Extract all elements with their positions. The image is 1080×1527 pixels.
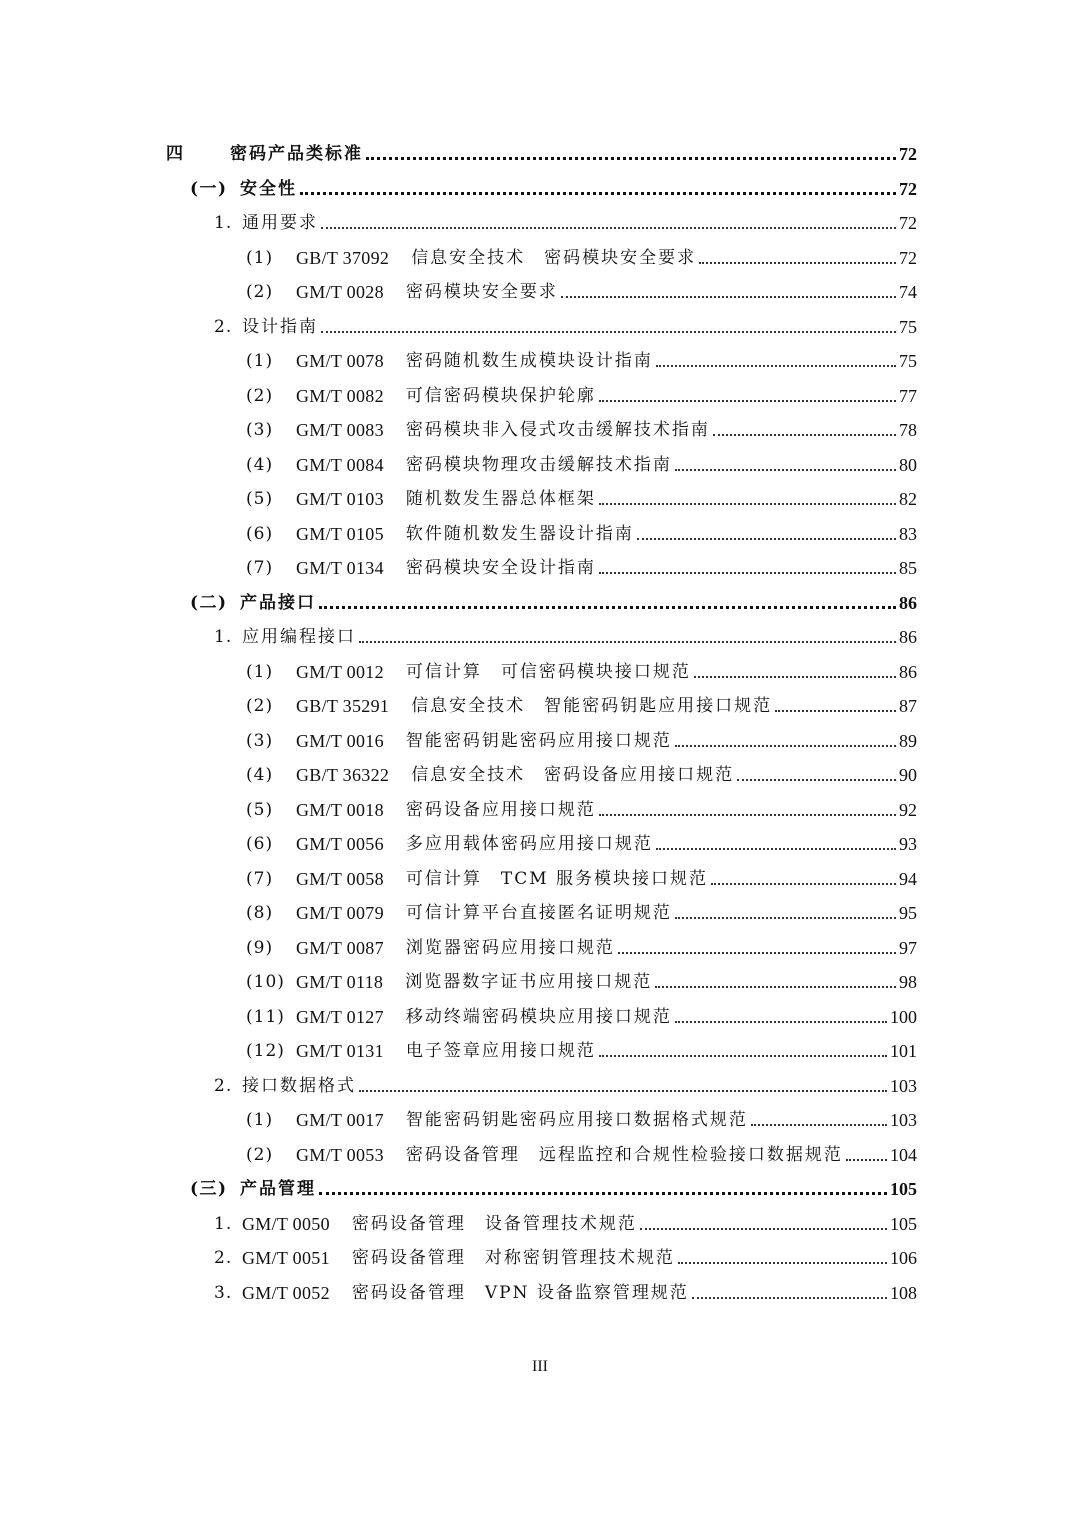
toc-entry-number: (3) [246, 420, 274, 440]
toc-entry-standard-code: GM/T 0134 [296, 558, 384, 578]
toc-entry[interactable] [246, 891, 917, 923]
dot-leader [637, 538, 896, 540]
toc-entry-standard-code: GM/T 0103 [296, 489, 384, 509]
dot-leader [846, 1159, 887, 1161]
toc-entry-title: 密码设备管理 设备管理技术规范 [351, 1213, 637, 1234]
toc-entry-number: (三) [190, 1179, 228, 1199]
toc-entry[interactable] [246, 546, 917, 578]
toc-entry-standard-code: GM/T 0012 [296, 661, 384, 682]
dot-leader [300, 192, 896, 195]
toc-entry-page: 86 [899, 661, 917, 682]
toc-entry[interactable] [246, 512, 917, 544]
toc-entry-standard-code: GM/T 0018 [296, 799, 384, 820]
dot-leader [321, 331, 896, 333]
toc-entry-number: 1. [214, 1213, 233, 1234]
toc-entry-page: 78 [899, 420, 917, 440]
toc-entry-standard-code: GB/T 37092 [296, 247, 390, 268]
toc-entry-standard-code: GM/T 0078 [296, 351, 384, 371]
toc-entry-number: (7) [246, 558, 274, 578]
toc-entry-page: 105 [890, 1213, 917, 1234]
dot-leader [319, 1192, 887, 1195]
toc-entry[interactable] [246, 443, 917, 475]
toc-entry-title: 密码设备应用接口规范 [405, 799, 596, 820]
toc-entry-title: 浏览器数字证书应用接口规范 [405, 972, 653, 992]
dot-leader [321, 227, 896, 229]
toc-entry-standard-code: GM/T 0127 [296, 1006, 384, 1027]
toc-entry-standard-code: GB/T 36322 [296, 765, 390, 785]
toc-entry-title: 随机数发生器总体框架 [405, 489, 596, 509]
toc-entry-title: 可信密码模块保护轮廓 [405, 385, 596, 406]
toc-entry-page: 94 [899, 868, 917, 889]
toc-entry-page: 72 [899, 247, 917, 268]
toc-entry-page: 108 [890, 1282, 917, 1303]
toc-entry-number: (6) [246, 834, 274, 854]
toc-entry-number: (1) [246, 351, 274, 371]
dot-leader [675, 469, 896, 471]
toc-entry[interactable] [246, 339, 917, 371]
dot-leader [675, 745, 896, 747]
toc-entry-title: 移动终端密码模块应用接口规范 [405, 1006, 672, 1027]
toc-entry-title: 可信计算 TCM 服务模块接口规范 [405, 868, 709, 889]
toc-entry-number: 2. [214, 316, 233, 337]
toc-entry[interactable] [246, 995, 917, 1027]
toc-entry-page: 103 [890, 1075, 917, 1096]
toc-entry-page: 95 [899, 903, 917, 923]
toc-entry-page: 101 [890, 1041, 917, 1061]
toc-entry-number: 2. [214, 1248, 233, 1268]
toc-entry-page: 72 [899, 213, 917, 233]
toc-entry-number: (4) [246, 454, 274, 475]
toc-entry-title: 可信计算平台直接匿名证明规范 [405, 903, 672, 923]
toc-entry-page: 87 [899, 696, 917, 716]
toc-entry[interactable] [214, 305, 917, 337]
toc-entry-number: (一) [190, 178, 228, 199]
toc-entry-number: (3) [246, 730, 274, 751]
toc-entry-page: 100 [890, 1006, 917, 1027]
toc-entry-number: (1) [246, 247, 274, 268]
toc-entry[interactable] [246, 822, 917, 854]
dot-leader [737, 779, 896, 781]
toc-entry[interactable] [190, 581, 917, 613]
toc-entry-number: (11) [246, 1006, 285, 1027]
dot-leader [699, 262, 896, 264]
toc-entry-title: 设计指南 [242, 316, 318, 337]
dot-leader [618, 952, 896, 954]
toc-entry-number: (2) [246, 282, 274, 302]
toc-entry-title: 信息安全技术 密码设备应用接口规范 [411, 765, 735, 785]
toc-entry-number: 1. [214, 627, 233, 647]
toc-entry-page: 97 [899, 937, 917, 958]
toc-entry-page: 103 [890, 1110, 917, 1130]
toc-entry-title: 安全性 [240, 178, 297, 199]
toc-entry-title: 密码产品类标准 [230, 144, 363, 164]
toc-entry-page: 74 [899, 282, 917, 302]
toc-entry-number: (1) [246, 661, 274, 682]
toc-entry-number: (12) [246, 1041, 285, 1061]
toc-entry-title: 可信计算 可信密码模块接口规范 [405, 661, 691, 682]
toc-entry-standard-code: GM/T 0131 [296, 1041, 384, 1061]
toc-entry[interactable] [214, 1064, 917, 1096]
toc-entry-standard-code: GM/T 0083 [296, 420, 384, 440]
toc-entry-page: 72 [899, 144, 917, 164]
page-number: III [532, 1358, 548, 1375]
dot-leader [640, 1228, 887, 1230]
dot-leader [599, 814, 896, 816]
dot-leader [711, 883, 896, 885]
toc-entry-title: 信息安全技术 密码模块安全要求 [411, 247, 697, 268]
toc-entry-title: 智能密码钥匙密码应用接口规范 [405, 730, 672, 751]
toc-entry-title: 接口数据格式 [242, 1075, 356, 1096]
toc-entry-title: 密码模块安全要求 [405, 282, 558, 302]
toc-entry-number: (10) [246, 972, 285, 992]
toc-entry-standard-code: GM/T 0058 [296, 868, 384, 889]
toc-entry-title: 密码随机数生成模块设计指南 [405, 351, 653, 371]
dot-leader [561, 296, 896, 298]
toc-entry[interactable] [166, 132, 917, 164]
toc-entry-title: 智能密码钥匙密码应用接口数据格式规范 [405, 1110, 748, 1130]
dot-leader [775, 710, 896, 712]
toc-entry-standard-code: GM/T 0017 [296, 1110, 384, 1130]
toc-entry-title: 密码模块非入侵式攻击缓解技术指南 [405, 420, 710, 440]
toc-entry-page: 75 [899, 351, 917, 371]
toc-entry-standard-code: GM/T 0087 [296, 937, 384, 958]
dot-leader [366, 157, 896, 160]
dot-leader [692, 1297, 887, 1299]
toc-entry-standard-code: GM/T 0016 [296, 730, 384, 751]
toc-entry-title: 密码模块安全设计指南 [405, 558, 596, 578]
toc-entry-number: (4) [246, 765, 274, 785]
toc-entry-number: (5) [246, 799, 274, 820]
toc-entry-title: 电子签章应用接口规范 [405, 1041, 596, 1061]
toc-entry-standard-code: GM/T 0051 [242, 1248, 330, 1268]
toc-entry-number: (2) [246, 1144, 274, 1165]
toc-entry[interactable] [246, 1029, 917, 1061]
dot-leader [599, 503, 896, 505]
toc-entry[interactable] [214, 1271, 917, 1303]
toc-entry-number: 2. [214, 1075, 233, 1096]
toc-entry[interactable] [246, 408, 917, 440]
toc-entry[interactable] [246, 719, 917, 751]
toc-entry-standard-code: GM/T 0050 [242, 1213, 330, 1234]
toc-entry[interactable] [246, 477, 917, 509]
toc-entry-standard-code: GM/T 0056 [296, 834, 384, 854]
toc-entry-number: (1) [246, 1110, 274, 1130]
toc-entry-standard-code: GM/T 0084 [296, 454, 384, 475]
toc-entry[interactable] [214, 1202, 917, 1234]
toc-entry-page: 86 [899, 592, 917, 613]
toc-entry-standard-code: GB/T 35291 [296, 696, 390, 716]
toc-entry-title: 通用要求 [242, 213, 318, 233]
toc-entry-number: (二) [190, 592, 228, 613]
toc-entry[interactable] [246, 270, 917, 302]
toc-entry-page: 105 [890, 1179, 917, 1199]
toc-entry-page: 90 [899, 765, 917, 785]
toc-entry-number: 四 [166, 144, 185, 164]
toc-entry-title: 密码设备管理 远程监控和合规性检验接口数据规范 [405, 1144, 843, 1165]
dot-leader [655, 986, 896, 988]
toc-entry[interactable] [246, 650, 917, 682]
toc-entry-standard-code: GM/T 0053 [296, 1144, 384, 1165]
toc-entry-page: 83 [899, 523, 917, 544]
toc-entry-page: 89 [899, 730, 917, 751]
toc-entry-page: 86 [899, 627, 917, 647]
toc-entry[interactable] [246, 960, 917, 992]
dot-leader [656, 365, 896, 367]
toc-entry-number: (7) [246, 868, 274, 889]
toc-entry[interactable] [214, 1236, 917, 1268]
dot-leader [656, 848, 896, 850]
toc-entry[interactable] [214, 201, 917, 233]
toc-entry-number: 1. [214, 213, 233, 233]
toc-entry[interactable] [246, 1133, 917, 1165]
toc-entry-page: 82 [899, 489, 917, 509]
toc-entry-page: 104 [890, 1144, 917, 1165]
toc-entry-page: 93 [899, 834, 917, 854]
toc-entry[interactable] [246, 788, 917, 820]
toc-entry[interactable] [190, 1167, 917, 1199]
toc-entry-page: 75 [899, 316, 917, 337]
toc-entry-standard-code: GM/T 0052 [242, 1282, 330, 1303]
toc-entry-title: 密码设备管理 VPN 设备监察管理规范 [351, 1282, 689, 1303]
toc-entry-title: 浏览器密码应用接口规范 [405, 937, 615, 958]
toc-entry[interactable] [246, 926, 917, 958]
toc-entry-title: 产品接口 [240, 592, 316, 613]
toc-entry-number: 3. [214, 1282, 233, 1303]
dot-leader [675, 1021, 887, 1023]
toc-entry-page: 77 [899, 385, 917, 406]
toc-entry-number: (8) [246, 903, 274, 923]
toc-entry-standard-code: GM/T 0079 [296, 903, 384, 923]
toc-entry[interactable] [214, 615, 917, 647]
toc-entry-page: 98 [899, 972, 917, 992]
dot-leader [599, 1055, 887, 1057]
dot-leader [319, 606, 896, 609]
dot-leader [359, 641, 896, 643]
dot-leader [599, 400, 896, 402]
dot-leader [675, 917, 896, 919]
dot-leader [713, 434, 896, 436]
toc-entry-page: 106 [890, 1248, 917, 1268]
toc-entry-title: 多应用载体密码应用接口规范 [405, 834, 653, 854]
dot-leader [694, 676, 896, 678]
toc-entry-number: (6) [246, 523, 274, 544]
toc-entry-page: 72 [899, 178, 917, 199]
toc-entry-number: (2) [246, 385, 274, 406]
toc-entry[interactable] [190, 167, 917, 199]
dot-leader [359, 1090, 887, 1092]
toc-entry-title: 应用编程接口 [242, 627, 356, 647]
toc-entry-title: 产品管理 [240, 1179, 316, 1199]
toc-entry[interactable] [246, 857, 917, 889]
toc-entry-number: (2) [246, 696, 274, 716]
toc-entry-title: 信息安全技术 智能密码钥匙应用接口规范 [411, 696, 773, 716]
toc-entry[interactable] [246, 374, 917, 406]
toc-entry-number: (5) [246, 489, 274, 509]
toc-entry-title: 密码模块物理攻击缓解技术指南 [405, 454, 672, 475]
toc-entry[interactable] [246, 1098, 917, 1130]
toc-entry-number: (9) [246, 937, 274, 958]
toc-entry-standard-code: GM/T 0028 [296, 282, 384, 302]
toc-entry-standard-code: GM/T 0105 [296, 523, 384, 544]
dot-leader [751, 1124, 887, 1126]
toc-entry-page: 80 [899, 454, 917, 475]
toc-entry[interactable] [246, 684, 917, 716]
toc-entry-page: 92 [899, 799, 917, 820]
toc-entry-title: 软件随机数发生器设计指南 [405, 523, 634, 544]
dot-leader [678, 1262, 887, 1264]
toc-entry-page: 85 [899, 558, 917, 578]
toc-entry-standard-code: GM/T 0118 [296, 972, 384, 992]
dot-leader [599, 572, 896, 574]
toc-entry[interactable] [246, 236, 917, 268]
toc-entry-standard-code: GM/T 0082 [296, 385, 384, 406]
toc-entry[interactable] [246, 753, 917, 785]
toc-entry-title: 密码设备管理 对称密钥管理技术规范 [351, 1248, 675, 1268]
